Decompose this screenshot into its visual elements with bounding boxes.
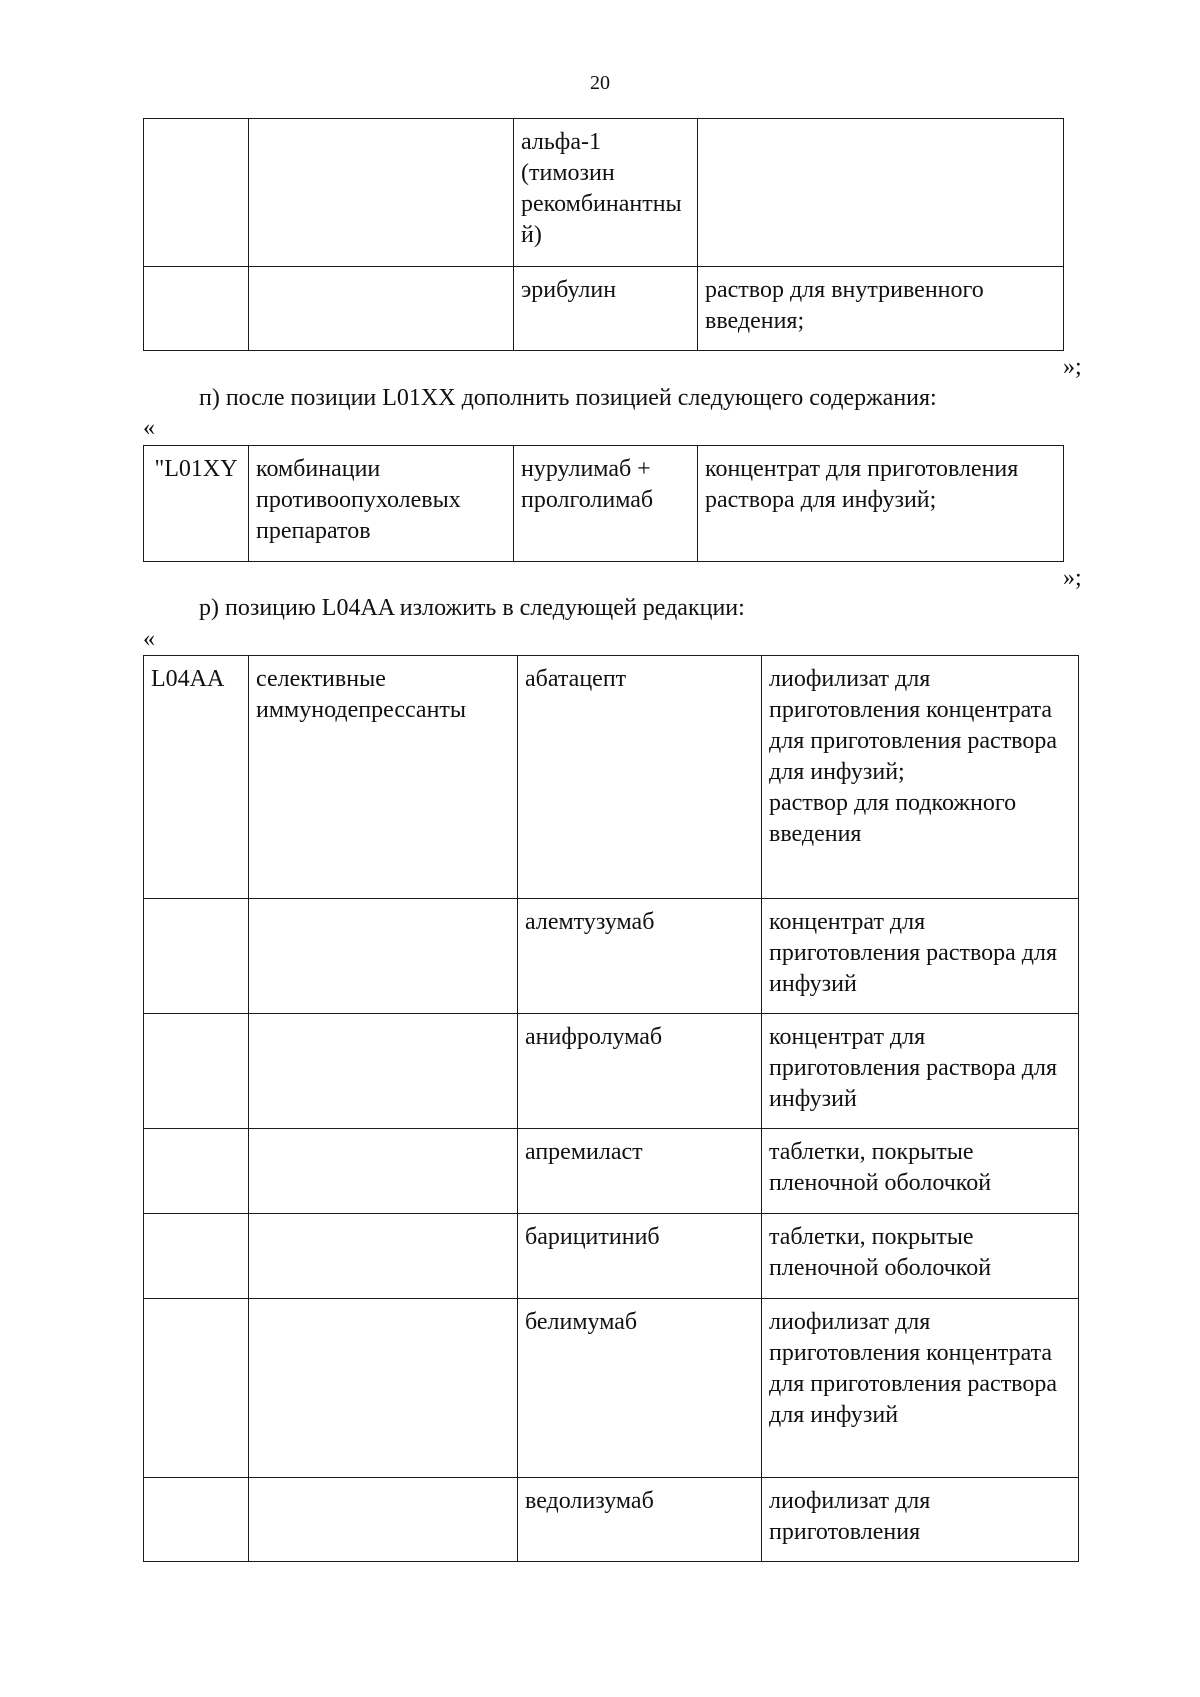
group-cell [249, 899, 518, 1014]
form-cell: лиофилизат для приготовления [762, 1478, 1079, 1562]
drug-cell: ведолизумаб [518, 1478, 762, 1562]
closing-quote: »; [1063, 354, 1082, 380]
form-cell [698, 119, 1064, 267]
drug-cell: абатацепт [518, 656, 762, 899]
table-row [144, 267, 1064, 351]
table-row [144, 1299, 1079, 1478]
drug-cell: нурулимаб + пролголимаб [514, 446, 698, 562]
insert-table [143, 445, 1064, 562]
table-row [144, 1129, 1079, 1214]
atc-code-cell [144, 1214, 249, 1299]
form-cell: таблетки, покрытые пленочной оболочкой [762, 1214, 1079, 1299]
group-cell [249, 1129, 518, 1214]
replacement-table [143, 655, 1079, 1562]
continuation-table [143, 118, 1064, 351]
group-cell [249, 1014, 518, 1129]
group-cell: селективные иммунодепрессанты [249, 656, 518, 899]
drug-cell: альфа-1 (тимозин рекомбинантный) [514, 119, 698, 267]
atc-code-cell [144, 1129, 249, 1214]
group-cell [249, 1478, 518, 1562]
form-cell: лиофилизат для приготовления концентрата для приготовления раствора для инфузий; раствор для подкожного введения [762, 656, 1079, 899]
page-number: 20 [590, 72, 610, 94]
drug-cell: белимумаб [518, 1299, 762, 1478]
instruction-paragraph: п) после позиции L01XX дополнить позицией следующего содержания: [199, 385, 937, 411]
drug-cell: алемтузумаб [518, 899, 762, 1014]
form-cell: раствор для внутривенного введения; [698, 267, 1064, 351]
form-cell: концентрат для приготовления раствора для инфузий [762, 899, 1079, 1014]
form-cell: лиофилизат для приготовления концентрата для приготовления раствора для инфузий [762, 1299, 1079, 1478]
drug-cell: эрибулин [514, 267, 698, 351]
atc-code-cell [144, 1299, 249, 1478]
opening-quote: « [143, 626, 155, 652]
table-row [144, 656, 1079, 899]
table-row [144, 1214, 1079, 1299]
table-row [144, 119, 1064, 267]
closing-quote: »; [1063, 565, 1082, 591]
atc-code-cell: "L01XY [144, 446, 249, 562]
group-cell: комбинации противоопухолевых препаратов [249, 446, 514, 562]
group-cell [249, 1299, 518, 1478]
form-cell: таблетки, покрытые пленочной оболочкой [762, 1129, 1079, 1214]
form-cell: концентрат для приготовления раствора для инфузий; [698, 446, 1064, 562]
drug-cell: барицитиниб [518, 1214, 762, 1299]
table-row [144, 446, 1064, 562]
drug-cell: апремиласт [518, 1129, 762, 1214]
atc-code-cell [144, 899, 249, 1014]
atc-code-cell: L04AA [144, 656, 249, 899]
group-cell [249, 1214, 518, 1299]
table-row [144, 1478, 1079, 1562]
group-cell [249, 267, 514, 351]
atc-code-cell [144, 1478, 249, 1562]
opening-quote: « [143, 415, 155, 441]
table-row [144, 899, 1079, 1014]
instruction-paragraph: р) позицию L04AA изложить в следующей редакции: [199, 595, 745, 621]
atc-code-cell [144, 119, 249, 267]
table-row [144, 1014, 1079, 1129]
group-cell [249, 119, 514, 267]
drug-cell: анифролумаб [518, 1014, 762, 1129]
atc-code-cell [144, 1014, 249, 1129]
form-cell: концентрат для приготовления раствора для инфузий [762, 1014, 1079, 1129]
atc-code-cell [144, 267, 249, 351]
